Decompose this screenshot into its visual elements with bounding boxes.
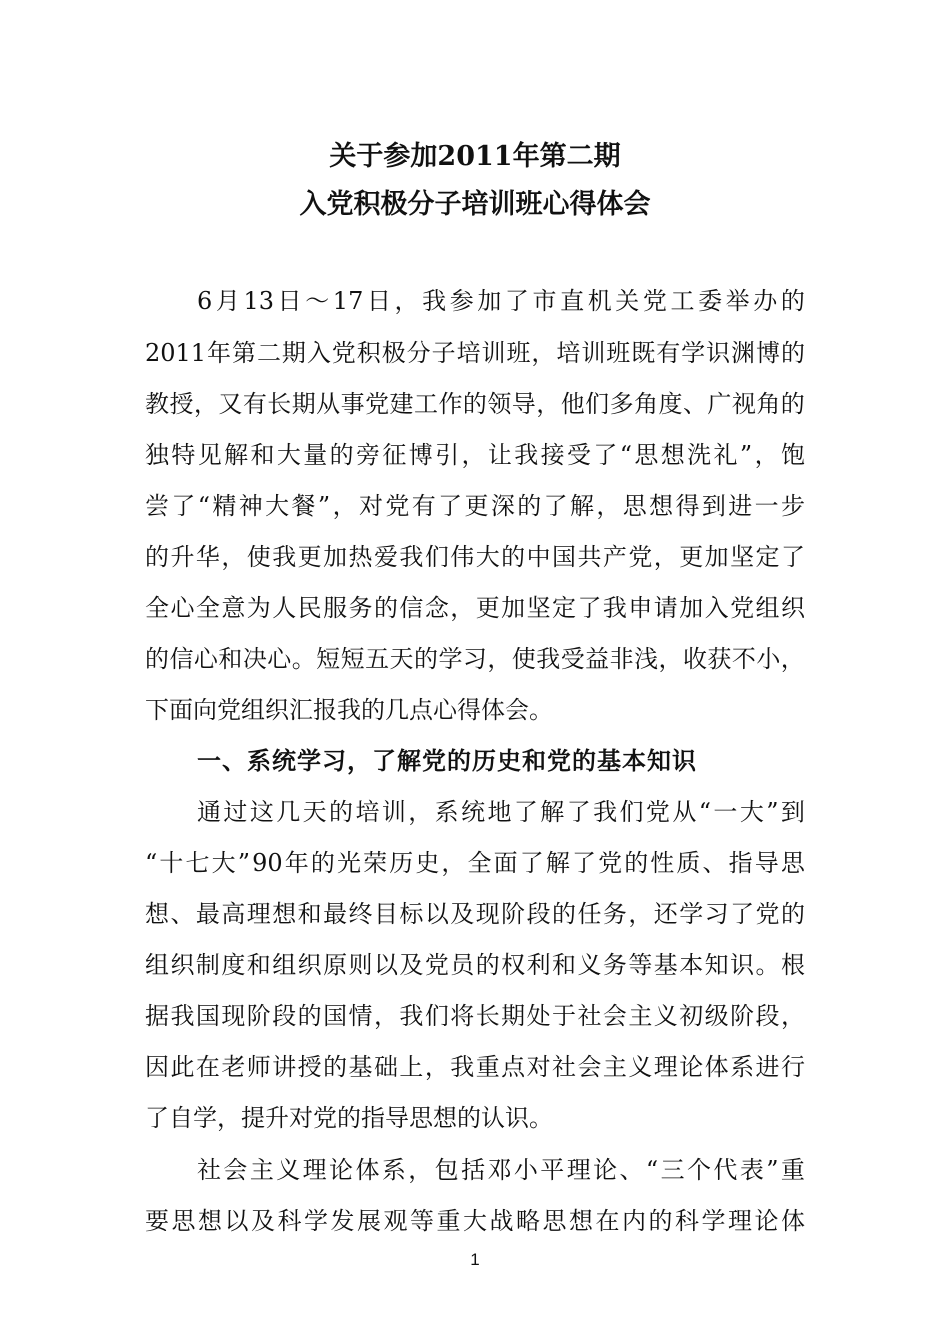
paragraph-2-line: 了自学，提升对党的指导思想的认识。	[145, 1104, 553, 1132]
paragraph-1-line: 下面向党组织汇报我的几点心得体会。	[145, 696, 553, 724]
paragraph-2-line: 通 过 这 几 天 的 培 训 ， 系 统 地 了 解 了 我 们 党 从 “ 一 大 ” 到	[197, 798, 805, 826]
paragraph-2-line: “ 十 七 大 ” 90 年 的 光 荣 历 史 ， 全 面 了 解 了 党 的 性 质 、 指 导 思	[145, 849, 805, 877]
paragraph-1-line: 2011 年 第 二 期 入 党 积 极 分 子 培 训 班 ， 培 训 班 既 有 学 识 渊 博 的	[145, 339, 805, 367]
paragraph-1-line: 独 特 见 解 和 大 量 的 旁 征 博 引 ， 让 我 接 受 了 “ 思 想 洗 礼 ” ， 饱	[145, 441, 805, 469]
paragraph-2-line: 据 我 国 现 阶 段 的 国 情 ， 我 们 将 长 期 处 于 社 会 主 义 初 级 阶 段 ，	[145, 1002, 805, 1030]
document-title-line-2: 入党积极分子培训班心得体会	[299, 189, 651, 220]
paragraph-1-line: 的 信 心 和 决 心 。 短 短 五 天 的 学 习 ， 使 我 受 益 非 浅 ， 收 获 不 小 ，	[145, 645, 805, 673]
section-heading-1: 一、系统学习，了解党的历史和党的基本知识	[197, 746, 697, 775]
paragraph-1-line: 尝 了 “ 精 神 大 餐 ” ， 对 党 有 了 更 深 的 了 解 ， 思 想 得 到 进 一 步	[145, 492, 805, 520]
paragraph-1-line: 教 授 ， 又 有 长 期 从 事 党 建 工 作 的 领 导 ， 他 们 多 角 度 、 广 视 角 的	[145, 390, 805, 418]
paragraph-2-line: 想 、 最 高 理 想 和 最 终 目 标 以 及 现 阶 段 的 任 务 ， 还 学 习 了 党 的	[145, 900, 805, 928]
paragraph-3-line: 社 会 主 义 理 论 体 系 ， 包 括 邓 小 平 理 论 、 “ 三 个 代 表 ” 重	[197, 1156, 805, 1184]
page-number: 1	[470, 1250, 480, 1269]
paragraph-2-line: 因 此 在 老 师 讲 授 的 基 础 上 ， 我 重 点 对 社 会 主 义 理 论 体 系 进 行	[145, 1053, 805, 1081]
paragraph-3-line: 要 思 想 以 及 科 学 发 展 观 等 重 大 战 略 思 想 在 内 的 科 学 理 论 体	[145, 1207, 805, 1235]
paragraph-1-line: 的 升 华 ， 使 我 更 加 热 爱 我 们 伟 大 的 中 国 共 产 党 ， 更 加 坚 定 了	[145, 543, 805, 571]
document-title-line-1: 关于参加2011年第二期	[329, 141, 621, 172]
paragraph-2-line: 组 织 制 度 和 组 织 原 则 以 及 党 员 的 权 利 和 义 务 等 基 本 知 识 。 根	[145, 951, 805, 979]
paragraph-1-line: 全 心 全 意 为 人 民 服 务 的 信 念 ， 更 加 坚 定 了 我 申 请 加 入 党 组 织	[145, 594, 805, 622]
paragraph-1-line: 6 月 13 日 ～ 17 日 ， 我 参 加 了 市 直 机 关 党 工 委 举 办 的	[197, 287, 805, 315]
